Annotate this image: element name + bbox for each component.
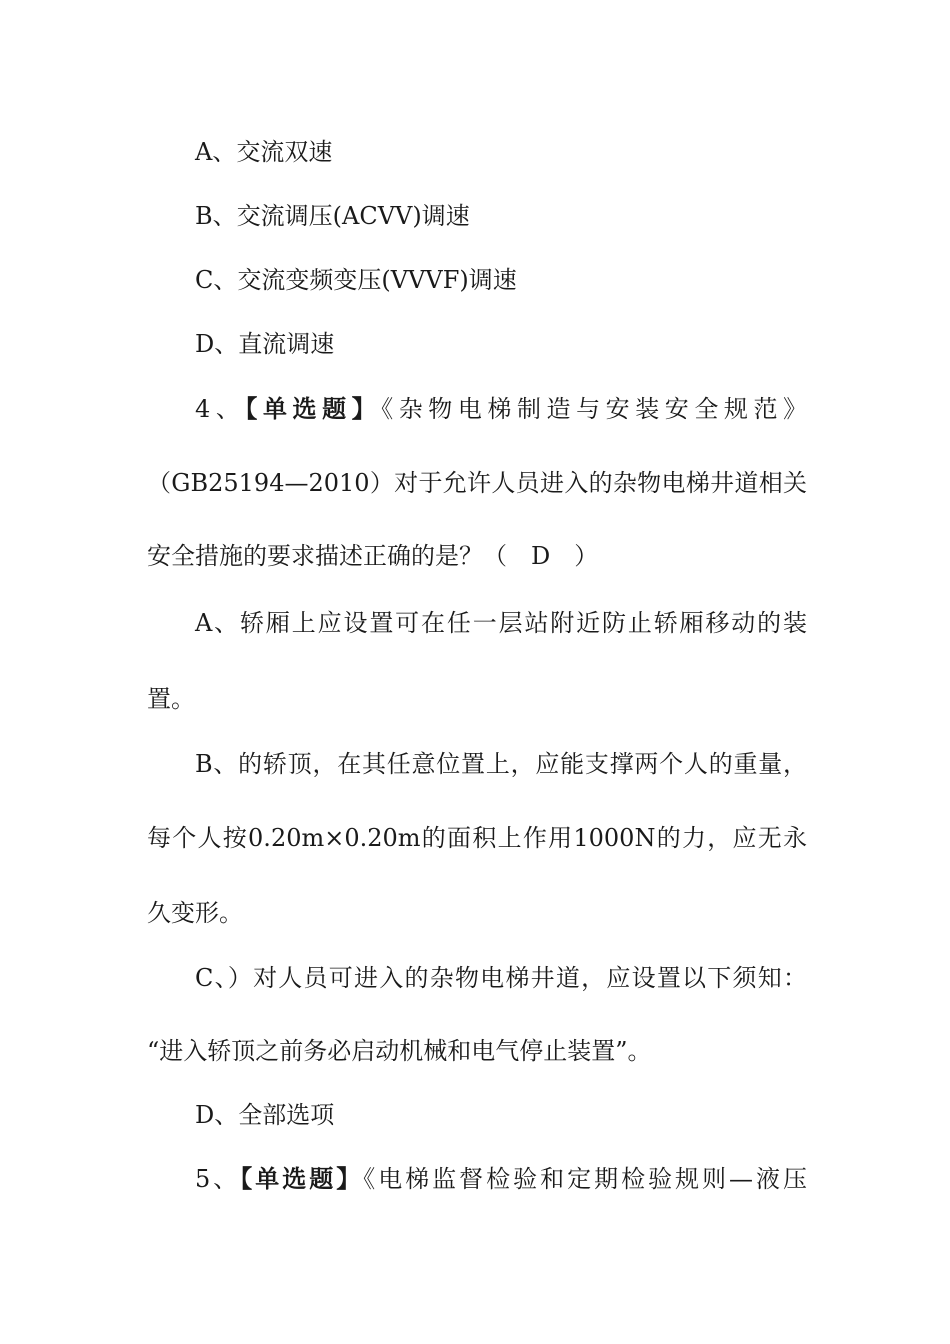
q5-number: 5、 xyxy=(195,1165,241,1193)
q4-option-c-line-2: “进入轿顶之前务必启动机械和电气停止装置”。 xyxy=(147,1037,652,1065)
q3-option-a: A、交流双速 xyxy=(195,138,333,166)
q4-stem-text: 《杂物电梯制造与安装安全规范》 xyxy=(381,395,807,423)
q4-option-b-line-3: 久变形。 xyxy=(147,899,243,927)
q3-option-d: D、直流调速 xyxy=(195,330,335,358)
q4-number: 4、 xyxy=(195,395,246,423)
q4-stem-line-2: （GB25194—2010）对于允许人员进入的杂物电梯井道相关 xyxy=(147,469,807,497)
q4-stem-line-3: 安全措施的要求描述正确的是？（ D ） xyxy=(147,542,599,570)
q5-stem-text: 《电梯监督检验和定期检验规则—液压 xyxy=(363,1165,808,1193)
q5-stem-line-1 xyxy=(195,1163,807,1195)
q3-option-b: B、交流调压(ACVV)调速 xyxy=(195,202,470,230)
q4-option-b-line-2: 每个人按0.20m×0.20m的面积上作用1000N的力，应无永 xyxy=(147,824,807,852)
q4-type-tag: 【单选题】 xyxy=(245,394,382,423)
q4-stem-line-1 xyxy=(195,393,807,425)
q3-option-c: C、交流变频变压(VVVF)调速 xyxy=(195,266,517,294)
q4-option-d: D、全部选项 xyxy=(195,1101,335,1129)
q5-type-tag: 【单选题】 xyxy=(240,1164,364,1193)
q4-option-a-line-1: A、轿厢上应设置可在任一层站附近防止轿厢移动的装 xyxy=(195,609,807,637)
q4-option-c-line-1: C、）对人员可进入的杂物电梯井道，应设置以下须知： xyxy=(195,964,807,992)
q4-option-a-line-2: 置。 xyxy=(147,685,195,713)
q4-option-b-line-1: B、的轿顶，在其任意位置上，应能支撑两个人的重量， xyxy=(195,750,807,778)
